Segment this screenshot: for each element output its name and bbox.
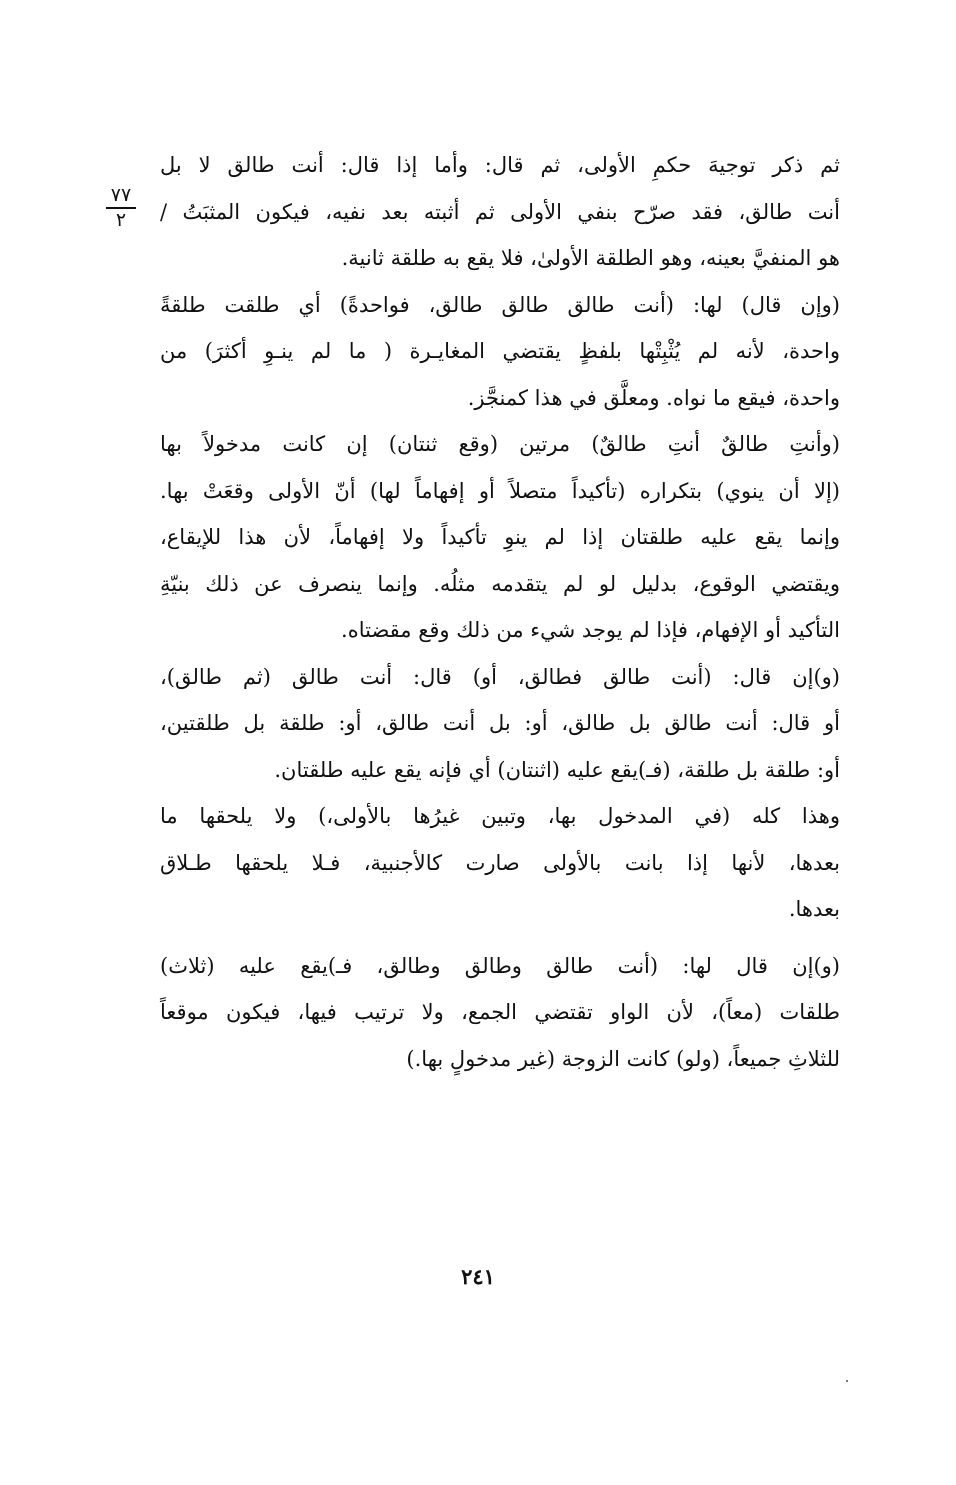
text-line: ثم ذكر توجيهَ حكمِ الأولى، ثم قال: وأما إذا قال: أنت طالق لا بل [160,153,840,177]
marginal-page-reference [106,186,136,230]
text-line: طلقات (معاً)، لأن الواو تقتضي الجمع، ولا ترتيب فيها، فيكون موقعاً [160,1000,840,1024]
text-line: وإنما يقع عليه طلقتان إذا لم ينوِ تأكيداً ولا إفهاماً، لأن هذا للإيقاع، [160,525,840,549]
text-line: أو قال: أنت طالق بل طالق، أو: بل أنت طالق، أو: طلقة بل طلقتين، [160,711,840,735]
body-text [160,142,840,1082]
marginal-denominator: ٢ [115,209,127,231]
page-number: ٢٤١ [461,1264,495,1289]
text-line: هو المنفيَّ بعينه، وهو الطلقة الأولىٰ، فلا يقع به طلقة ثانية. [341,246,840,270]
text-line: واحدة، فيقع ما نواه. ومعلَّق في هذا كمنجَّز. [467,385,840,410]
text-line: للثلاثِ جميعاً، (ولو) كانت الزوجة (غير مدخولٍ بها.) [406,1046,840,1071]
text-line: وهذا كله (في المدخول بها، وتبين غيرُها بالأولى،) ولا يلحقها ما [160,804,840,828]
text-line: (وأنتِ طالقٌ أنتِ طالقٌ) مرتين (وقع ثنتان) إن كانت مدخولاً بها [160,432,840,456]
marginal-numerator: ٧٧ [106,186,136,209]
text-line: بعدها. [788,897,840,921]
text-line: واحدة، لأنه لم يُثْبِتْها بلفظٍ يقتضي المغايـرة ( ما لم ينـوِ أكثرَ) من [160,339,840,363]
scan-speck [846,1380,848,1382]
text-line: (و)إن قال لها: (أنت طالق وطالق وطالق، فـ)يقع عليه (ثلاث) [160,953,840,978]
text-line: ويقتضي الوقوع، بدليل لو لم يتقدمه مثلُه. وإنما ينصرف عن ذلك بنيّةِ [160,571,840,596]
text-line: (وإن قال) لها: (أنت طالق طالق طالق، فواحدةً) أي طلقت طلقةً [160,292,840,317]
text-line: (و)إن قال: (أنت طالق فطالق، أو) قال: أنت طالق (ثم طالق)، [160,664,840,689]
text-line: التأكيد أو الإفهام، فإذا لم يوجد شيء من ذلك وقع مقضتاه. [341,618,840,642]
text-line: أنت طالق، فقد صرّح بنفي الأولى ثم أثبته بعد نفيه، فيكون المثبَتُ / [160,199,840,224]
paragraph-gap [160,933,840,943]
text-line: بعدها، لأنها إذا بانت بالأولى صارت كالأجنبية، فـلا يلحقها طـلاق [160,850,840,875]
text-line: أو: طلقة بل طلقة، (فـ)يقع عليه (اثنتان) أي فإنه يقع عليه طلقتان. [274,757,840,782]
text-line: (إلا أن ينوي) بتكراره (تأكيداً متصلاً أو إفهاماً لها) أنّ الأولى وقعَتْ بها. [160,478,840,503]
